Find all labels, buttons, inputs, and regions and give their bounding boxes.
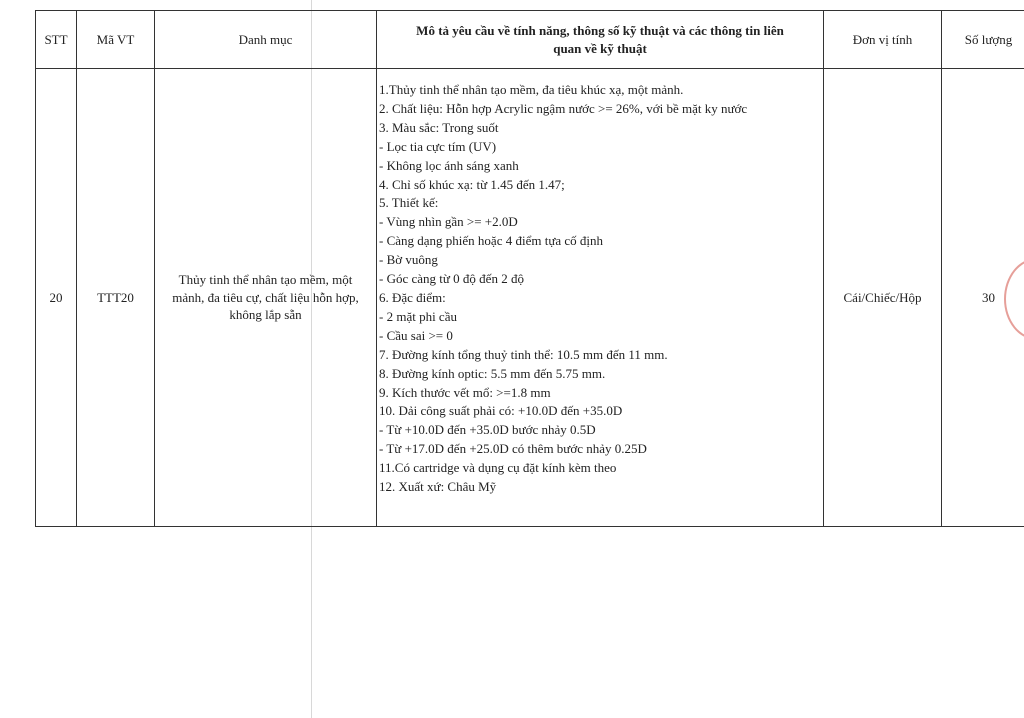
spec-line: - Không lọc ánh sáng xanh: [379, 157, 519, 173]
spec-line: 1.Thủy tinh thể nhân tạo mềm, đa tiêu khúc xạ, một mảnh.: [379, 82, 684, 97]
spec-line: - Góc càng từ 0 độ đến 2 độ: [379, 271, 524, 287]
spec-line: 11.Có cartridge và dụng cụ đặt kính kèm theo: [379, 460, 617, 476]
header-don-vi-tinh: Đơn vị tính: [824, 11, 942, 69]
spec-line: 12. Xuất xứ: Châu Mỹ: [379, 479, 497, 495]
spec-line: - 2 mặt phi cầu: [379, 308, 457, 324]
header-mo-ta: [377, 11, 824, 69]
header-stt: STT: [36, 11, 77, 69]
spec-line: 6. Đặc điểm:: [379, 289, 446, 305]
specification-table: [35, 10, 1024, 527]
cell-stt: 20: [36, 69, 77, 527]
spec-line: - Bờ vuông: [379, 252, 438, 268]
red-stamp-icon: [1002, 258, 1024, 338]
spec-line: - Cầu sai >= 0: [379, 327, 453, 343]
header-mo-ta-line2: quan về kỹ thuật: [553, 40, 647, 56]
spec-line: - Từ +10.0D đến +35.0D bước nhảy 0.5D: [379, 422, 596, 438]
spec-line: - Lọc tia cực tím (UV): [379, 138, 497, 154]
spec-line: 4. Chỉ số khúc xạ: từ 1.45 đến 1.47;: [379, 176, 565, 192]
cell-mo-ta: [377, 69, 824, 527]
cell-ma-vt: TTT20: [77, 69, 155, 527]
table-header-row: [36, 11, 1024, 69]
spec-line: 2. Chất liệu: Hỗn hợp Acrylic ngậm nước >= 26%, với bề mặt ky nước: [379, 100, 748, 116]
spec-line: 7. Đường kính tổng thuỷ tinh thể: 10.5 mm đến 11 mm.: [379, 346, 668, 362]
header-danh-muc: Danh mục: [155, 11, 377, 69]
spec-line: - Càng dạng phiến hoặc 4 điểm tựa cố định: [379, 233, 604, 249]
table-row: [36, 69, 1024, 527]
spec-line: - Từ +17.0D đến +25.0D có thêm bước nhảy 0.25D: [379, 441, 647, 457]
header-so-luong: Số lượng: [942, 11, 1024, 69]
stamp-ring: [1004, 258, 1024, 338]
cell-don-vi-tinh: Cái/Chiếc/Hộp: [824, 69, 942, 527]
header-mo-ta-line1: Mô tả yêu cầu về tính năng, thông số kỹ thuật và các thông tin liên: [416, 22, 784, 38]
spec-line: 5. Thiết kế:: [379, 195, 439, 211]
header-ma-vt: Mã VT: [77, 11, 155, 69]
spec-line: 9. Kích thước vết mổ: >=1.8 mm: [379, 384, 551, 400]
spec-line: 8. Đường kính optic: 5.5 mm đến 5.75 mm.: [379, 365, 606, 381]
spec-line: 3. Màu sắc: Trong suốt: [379, 119, 499, 135]
spec-line: 10. Dải công suất phải có: +10.0D đến +35.0D: [379, 403, 623, 419]
cell-so-luong: 30: [942, 69, 1024, 527]
spec-line: - Vùng nhìn gần >= +2.0D: [379, 214, 518, 230]
cell-danh-muc: Thủy tinh thể nhân tạo mềm, một mảnh, đa tiêu cự, chất liệu hỗn hợp, không lắp sẵn: [155, 69, 377, 527]
